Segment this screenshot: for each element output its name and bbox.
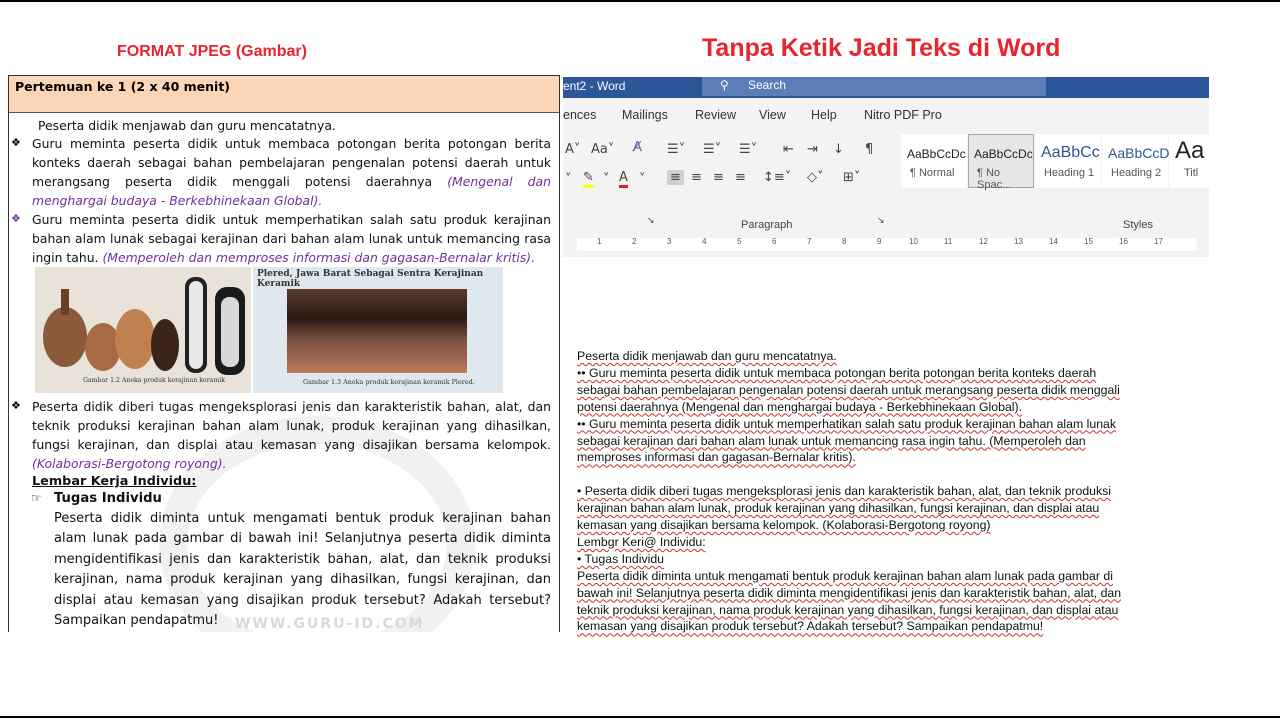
chevron-down-icon[interactable]: ˅	[603, 172, 610, 187]
justify-icon[interactable]: ≡	[735, 170, 746, 185]
bullet-2-text: Guru meminta peserta didik untuk memperhatikan salah satu produk kerajinan bahan alam lunak sebagai kerajinan dari bahan alam lunak untuk memancing rasa ingin tahu.	[32, 212, 551, 265]
style-heading-2[interactable]	[1102, 134, 1168, 188]
style-normal-name: ¶ Normal	[910, 167, 955, 179]
watermark-text: WWW.GURU-ID.COM	[235, 616, 425, 632]
output-line-blank	[577, 466, 1167, 483]
title-left: FORMAT JPEG (Gambar)	[117, 43, 307, 60]
ruler-number: 5	[737, 237, 742, 246]
tab-nitro-pdf-pro[interactable]: Nitro PDF Pro	[864, 108, 942, 122]
ruler-number: 13	[1014, 237, 1023, 246]
output-line: potensi daerahnya (Mengenal dan menghargai budaya - Berkebhinekaan Global).	[577, 399, 1023, 414]
dialog-launcher-icon[interactable]: ↘	[877, 216, 885, 226]
worksheet-heading: Lembar Kerja Individu:	[32, 474, 197, 489]
photo-strip	[35, 267, 503, 395]
photo-2-title: Plered, Jawa Barat Sebagai Sentra Kerajinan Keramik	[257, 269, 484, 289]
output-line: memproses informasi dan gagasan-Bernalar kritis).	[577, 450, 856, 465]
ruler-number: 8	[842, 237, 847, 246]
decrease-indent-icon[interactable]: ⇤	[783, 142, 794, 157]
tab-view[interactable]: View	[759, 108, 786, 122]
style-no-spacing-sample: AaBbCcDc	[974, 147, 1033, 161]
bullet-2-italic: (Memperoleh dan memproses informasi dan gagasan-Bernalar kritis).	[102, 250, 536, 265]
font-grow-icon[interactable]: A˅	[565, 142, 581, 157]
output-line: sebagai kerajinan dari bahan alam lunak untuk memancing rasa ingin tahu. (Memperoleh dan	[577, 433, 1086, 448]
style-heading-1[interactable]	[1035, 134, 1101, 188]
top-border	[0, 0, 1280, 2]
individual-task-text: Peserta didik diminta untuk mengamati bentuk produk kerajinan bahan alam lunak pada gambar di bawah ini! Selanjutnya peserta didik diminta mengidentifikasi jenis dan karakteristik bahan, alat, dan teknik produksi kerajinan, nama produk kerajinan yang dihasilkan, fungsi kerajinan, dan displai atau kemasan yang disajikan produk tersebut? Adakah tersebut? Sampaikan pendapatmu!	[54, 511, 551, 629]
line-spacing-icon[interactable]: ↕≡˅	[763, 170, 792, 185]
tab-mailings[interactable]: Mailings	[622, 108, 668, 122]
output-line: sebagai bahan pembelajaran pengenalan potensi daerah untuk merangsang peserta didik menggali	[577, 382, 1120, 397]
ruler-number: 7	[807, 237, 812, 246]
style-title-name: Titl	[1184, 167, 1199, 179]
borders-icon[interactable]: ⊞˅	[843, 170, 861, 185]
bullet-2	[32, 210, 551, 267]
plered-photo	[253, 267, 503, 393]
jpeg-document	[8, 75, 560, 632]
align-left-icon[interactable]: ≡	[667, 170, 684, 185]
ruler-number: 3	[667, 237, 672, 246]
photo-2-caption: Gambar 1.3 Aneka produk kerajinan keramik Plered.	[303, 378, 475, 386]
style-heading-2-sample: AaBbCcD	[1108, 145, 1170, 161]
plered-market-image	[287, 289, 467, 373]
highlight-icon[interactable]: ✎	[583, 170, 594, 188]
output-line: bawah ini! Selanjutnya peserta didik diminta mengidentifikasi jenis dan karakteristik bahan, alat, dan	[577, 585, 1122, 600]
font-color-icon[interactable]: A	[619, 170, 628, 188]
search-icon: ⚲	[720, 78, 729, 92]
ruler-number: 6	[772, 237, 777, 246]
ruler-number: 17	[1154, 237, 1163, 246]
tab-review[interactable]: Review	[695, 108, 736, 122]
style-normal[interactable]	[901, 134, 967, 188]
change-case-button[interactable]: Aa˅	[591, 142, 615, 157]
word-window	[563, 77, 1209, 257]
title-right: Tanpa Ketik Jadi Teks di Word	[702, 34, 1061, 62]
style-heading-2-name: Heading 2	[1111, 167, 1162, 179]
ruler-number: 9	[877, 237, 882, 246]
ruler-number: 1	[597, 237, 602, 246]
output-line: Lembgr Keri@ Individu:	[577, 534, 706, 549]
bullet-1	[32, 134, 551, 210]
ruler-number: 11	[944, 237, 953, 246]
horizontal-ruler[interactable]	[563, 234, 1209, 256]
align-right-icon[interactable]: ≡	[713, 170, 724, 185]
tab-references[interactable]: ences	[563, 108, 597, 122]
paragraph-group-label: Paragraph	[741, 219, 793, 231]
search-placeholder: Search	[748, 78, 787, 92]
align-center-icon[interactable]: ≡	[691, 170, 702, 185]
numbering-icon[interactable]: ☰˅	[703, 142, 722, 157]
output-line: •• Guru meminta peserta didik untuk membaca potongan berita potongan berita konteks daerah	[577, 365, 1097, 380]
chevron-down-icon[interactable]: ˅	[639, 172, 646, 187]
output-line: Peserta didik menjawab dan guru mencatatnya.	[577, 349, 837, 363]
bullet-3	[32, 397, 551, 473]
pointing-hand-icon: ☞	[31, 491, 42, 505]
tab-help[interactable]: Help	[811, 108, 837, 122]
ribbon	[563, 130, 1209, 235]
style-no-spacing[interactable]	[968, 134, 1034, 191]
output-line: kemasan yang disajikan produk tersebut? Adakah tersebut? Sampaikan pendapatmu!	[577, 619, 1044, 634]
dialog-launcher-icon[interactable]: ↘	[647, 216, 655, 226]
bullet-1-text: Guru meminta peserta didik untuk membaca potongan berita potongan berita konteks daerah sebagai bahan pembelajaran pengenalan potensi daerah untuk merangsang peserta didik menggali potensi daerahnya	[32, 136, 551, 189]
output-line: •• Guru meminta peserta didik untuk memperhatikan salah satu produk kerajinan bahan alam lunak	[577, 416, 1117, 431]
individual-task-heading: Tugas Individu	[54, 491, 162, 506]
vases-illustration	[35, 267, 251, 375]
bullet-diamond-icon: ❖	[11, 136, 21, 149]
ceramic-photo	[35, 267, 251, 393]
increase-indent-icon[interactable]: ⇥	[807, 142, 818, 157]
bullet-3-italic: (Kolaborasi-Bergotong royong).	[32, 456, 227, 471]
bullets-icon[interactable]: ☰˅	[667, 142, 686, 157]
clear-formatting-icon[interactable]: A̸	[633, 140, 642, 155]
output-line: Peserta didik diminta untuk mengamati bentuk produk kerajinan bahan alam lunak pada gambar di	[577, 568, 1113, 583]
ribbon-tabs	[563, 98, 1209, 130]
ruler-number: 2	[632, 237, 637, 246]
paragraph-intro: Peserta didik menjawab dan guru mencatatnya.	[38, 118, 336, 133]
word-titlebar	[563, 77, 1209, 98]
ruler-number: 16	[1119, 237, 1128, 246]
ruler-number: 15	[1084, 237, 1093, 246]
ruler-number: 14	[1049, 237, 1058, 246]
bullet-diamond-icon: ❖	[11, 212, 21, 225]
document-name: ent2 - Word	[563, 79, 626, 93]
output-line: kemasan yang disajikan bersama kelompok. (Kolaborasi-Bergotong royong)	[577, 518, 991, 533]
output-line: teknik produksi kerajinan, nama produk kerajinan yang dihasilkan, fungsi kerajinan, dan displai atau	[577, 602, 1119, 617]
ruler-number: 12	[979, 237, 988, 246]
bullet-3-text: Peserta didik diberi tugas mengeksplorasi jenis dan karakteristik bahan, alat, dan teknik produksi kerajinan bahan alam lunak, produk kerajinan yang dihasilkan, fungsi kerajinan, dan displai atau kemasan yang disajikan bersama kelompok.	[32, 399, 551, 452]
ruler-number: 4	[702, 237, 707, 246]
meeting-header: Pertemuan ke 1 (2 x 40 menit)	[9, 76, 559, 113]
bottom-border	[0, 716, 1280, 718]
style-title[interactable]	[1169, 134, 1209, 188]
bullet-1-italic: (Mengenal dan menghargai budaya - Berkebhinekaan Global).	[32, 174, 551, 208]
sort-icon[interactable]: ↓	[833, 142, 844, 157]
shading-icon[interactable]: ◇˅	[807, 170, 824, 185]
style-normal-sample: AaBbCcDc	[907, 147, 966, 161]
output-line: kerajinan bahan alam lunak, produk kerajinan yang dihasilkan, fungsi kerajinan, dan displai atau	[577, 501, 1100, 516]
pilcrow-icon[interactable]: ¶	[865, 142, 874, 157]
style-title-sample: Aa	[1175, 137, 1205, 164]
bullet-diamond-icon: ❖	[11, 399, 21, 412]
styles-group-label: Styles	[1123, 219, 1153, 231]
chevron-down-icon[interactable]: ˅	[565, 172, 572, 187]
output-line: • Tugas Individu	[577, 551, 665, 566]
photo-1-caption: Gambar 1.2 Aneka produk kerajinan keramik	[83, 377, 225, 384]
style-heading-1-sample: AaBbCc	[1041, 144, 1100, 161]
search-box[interactable]	[702, 77, 1046, 96]
converted-text[interactable]	[577, 348, 1167, 635]
change-case-label: Aa	[591, 142, 608, 157]
style-heading-1-name: Heading 1	[1044, 167, 1095, 179]
ruler-number: 10	[909, 237, 918, 246]
style-no-spacing-name: ¶ No Spac...	[977, 167, 1012, 191]
output-line: • Peserta didik diberi tugas mengeksplorasi jenis dan karakteristik bahan, alat, dan teknik produksi	[577, 484, 1112, 499]
multilevel-list-icon[interactable]: ☰˅	[739, 142, 758, 157]
